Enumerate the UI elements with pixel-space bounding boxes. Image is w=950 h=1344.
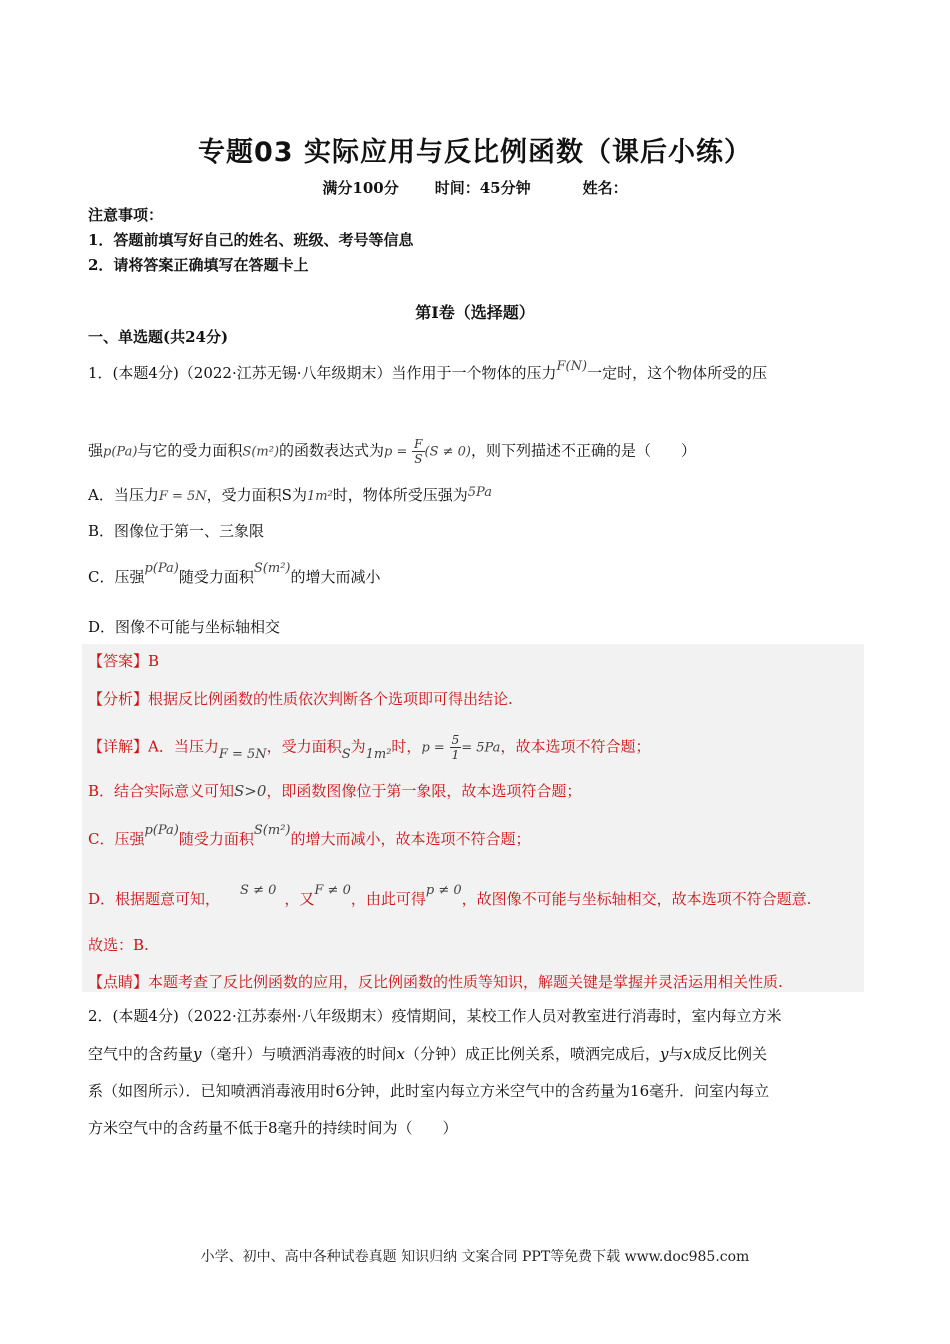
notes-item: 2．请将答案正确填写在答题卡上 — [88, 256, 309, 274]
q1-stem-line1: 1．(本题4分)（2022·江苏无锡·八年级期末）当作用于一个物体的压力F(N)一定时，这个物体所受的压 — [88, 359, 768, 382]
fraction-F-over-S: $\frac{F}{S}$ — [414, 437, 423, 466]
choose-text: 故选：B. — [88, 936, 149, 954]
q2-line1: 2．(本题4分)（2022·江苏泰州·八年级期末）疫情期间，某校工作人员对教室进行消毒时，室内每立方米 — [88, 1007, 782, 1025]
page-title: 专题03 实际应用与反比例函数（课后小练） — [198, 137, 752, 168]
math-S: S(m²) — [242, 444, 280, 460]
notes-item: 1．答题前填写好自己的姓名、班级、考号等信息 — [88, 231, 414, 249]
section-subtitle: 一、单选题(共24分) — [88, 328, 229, 346]
q1-option-d: D．图像不可能与坐标轴相交 — [88, 618, 281, 636]
q2-line4: 方米空气中的含药量不低于8毫升的持续时间为（ ） — [88, 1119, 458, 1137]
page-footer: 小学、初中、高中各种试卷真题 知识归纳 文案合同 PPT等免费下载 www.doc985.com — [200, 1249, 750, 1265]
q2-line2: 空气中的含药量y（毫升）与喷洒消毒液的时间x（分钟）成正比例关系，喷洒完成后，y与x成反比例关 — [88, 1045, 767, 1063]
q1-option-b: B．图像位于第一、三象限 — [88, 522, 265, 540]
detail-d: D．根据题意可知， S ≠ 0 ，又F ≠ 0，由此可得p ≠ 0，故图像不可能与坐标轴相交，故本选项不符合题意. — [88, 883, 812, 908]
notes — [88, 203, 413, 278]
detail-a: 【详解】A．当压力F = 5N，受力面积S为1m²时，p = $\frac{5}{1}$ = 5Pa，故本选项不符合题； — [88, 733, 651, 762]
q1-option-c: C．压强p(Pa)随受力面积S(m²)的增大而减小 — [88, 561, 381, 586]
q2-line3: 系（如图所示）．已知喷洒消毒液用时6分钟，此时室内每立方米空气中的含药量为16毫升．问室内每立 — [88, 1082, 770, 1100]
name-label: 姓名： — [582, 179, 628, 197]
score-label: 满分100分 — [322, 179, 399, 197]
analysis-text: 【分析】根据反比例函数的性质依次判断各个选项即可得出结论. — [88, 690, 513, 708]
q1-option-a: A．当压力F = 5N，受力面积S为1m²时，物体所受压强为5Pa — [88, 485, 492, 504]
math-F: F(N) — [556, 359, 588, 374]
detail-b: B．结合实际意义可知S>0，即函数图像位于第一象限，故本选项符合题； — [88, 782, 582, 800]
detail-c: C．压强p(Pa)随受力面积S(m²)的增大而减小，故本选项不符合题； — [88, 823, 531, 848]
fraction-5-over-1: $\frac{5}{1}$ — [451, 733, 460, 762]
notes-heading: 注意事项： — [88, 206, 164, 224]
comment-text: 【点睛】本题考查了反比例函数的应用，反比例函数的性质等知识，解题关键是掌握并灵活运用相关性质. — [88, 973, 783, 991]
answer-label: 【答案】B — [88, 652, 160, 670]
exam-meta — [0, 177, 950, 198]
section-title: 第I卷（选择题） — [415, 303, 535, 322]
q1-stem-line2: 强p(Pa)与它的受力面积S(m²)的函数表达式为p = $\frac{F}{S}$ (S ≠ 0)，则下列描述不正确的是（ ） — [88, 437, 696, 466]
math-p: p(Pa) — [103, 444, 138, 460]
time-label: 时间：45分钟 — [434, 179, 531, 197]
